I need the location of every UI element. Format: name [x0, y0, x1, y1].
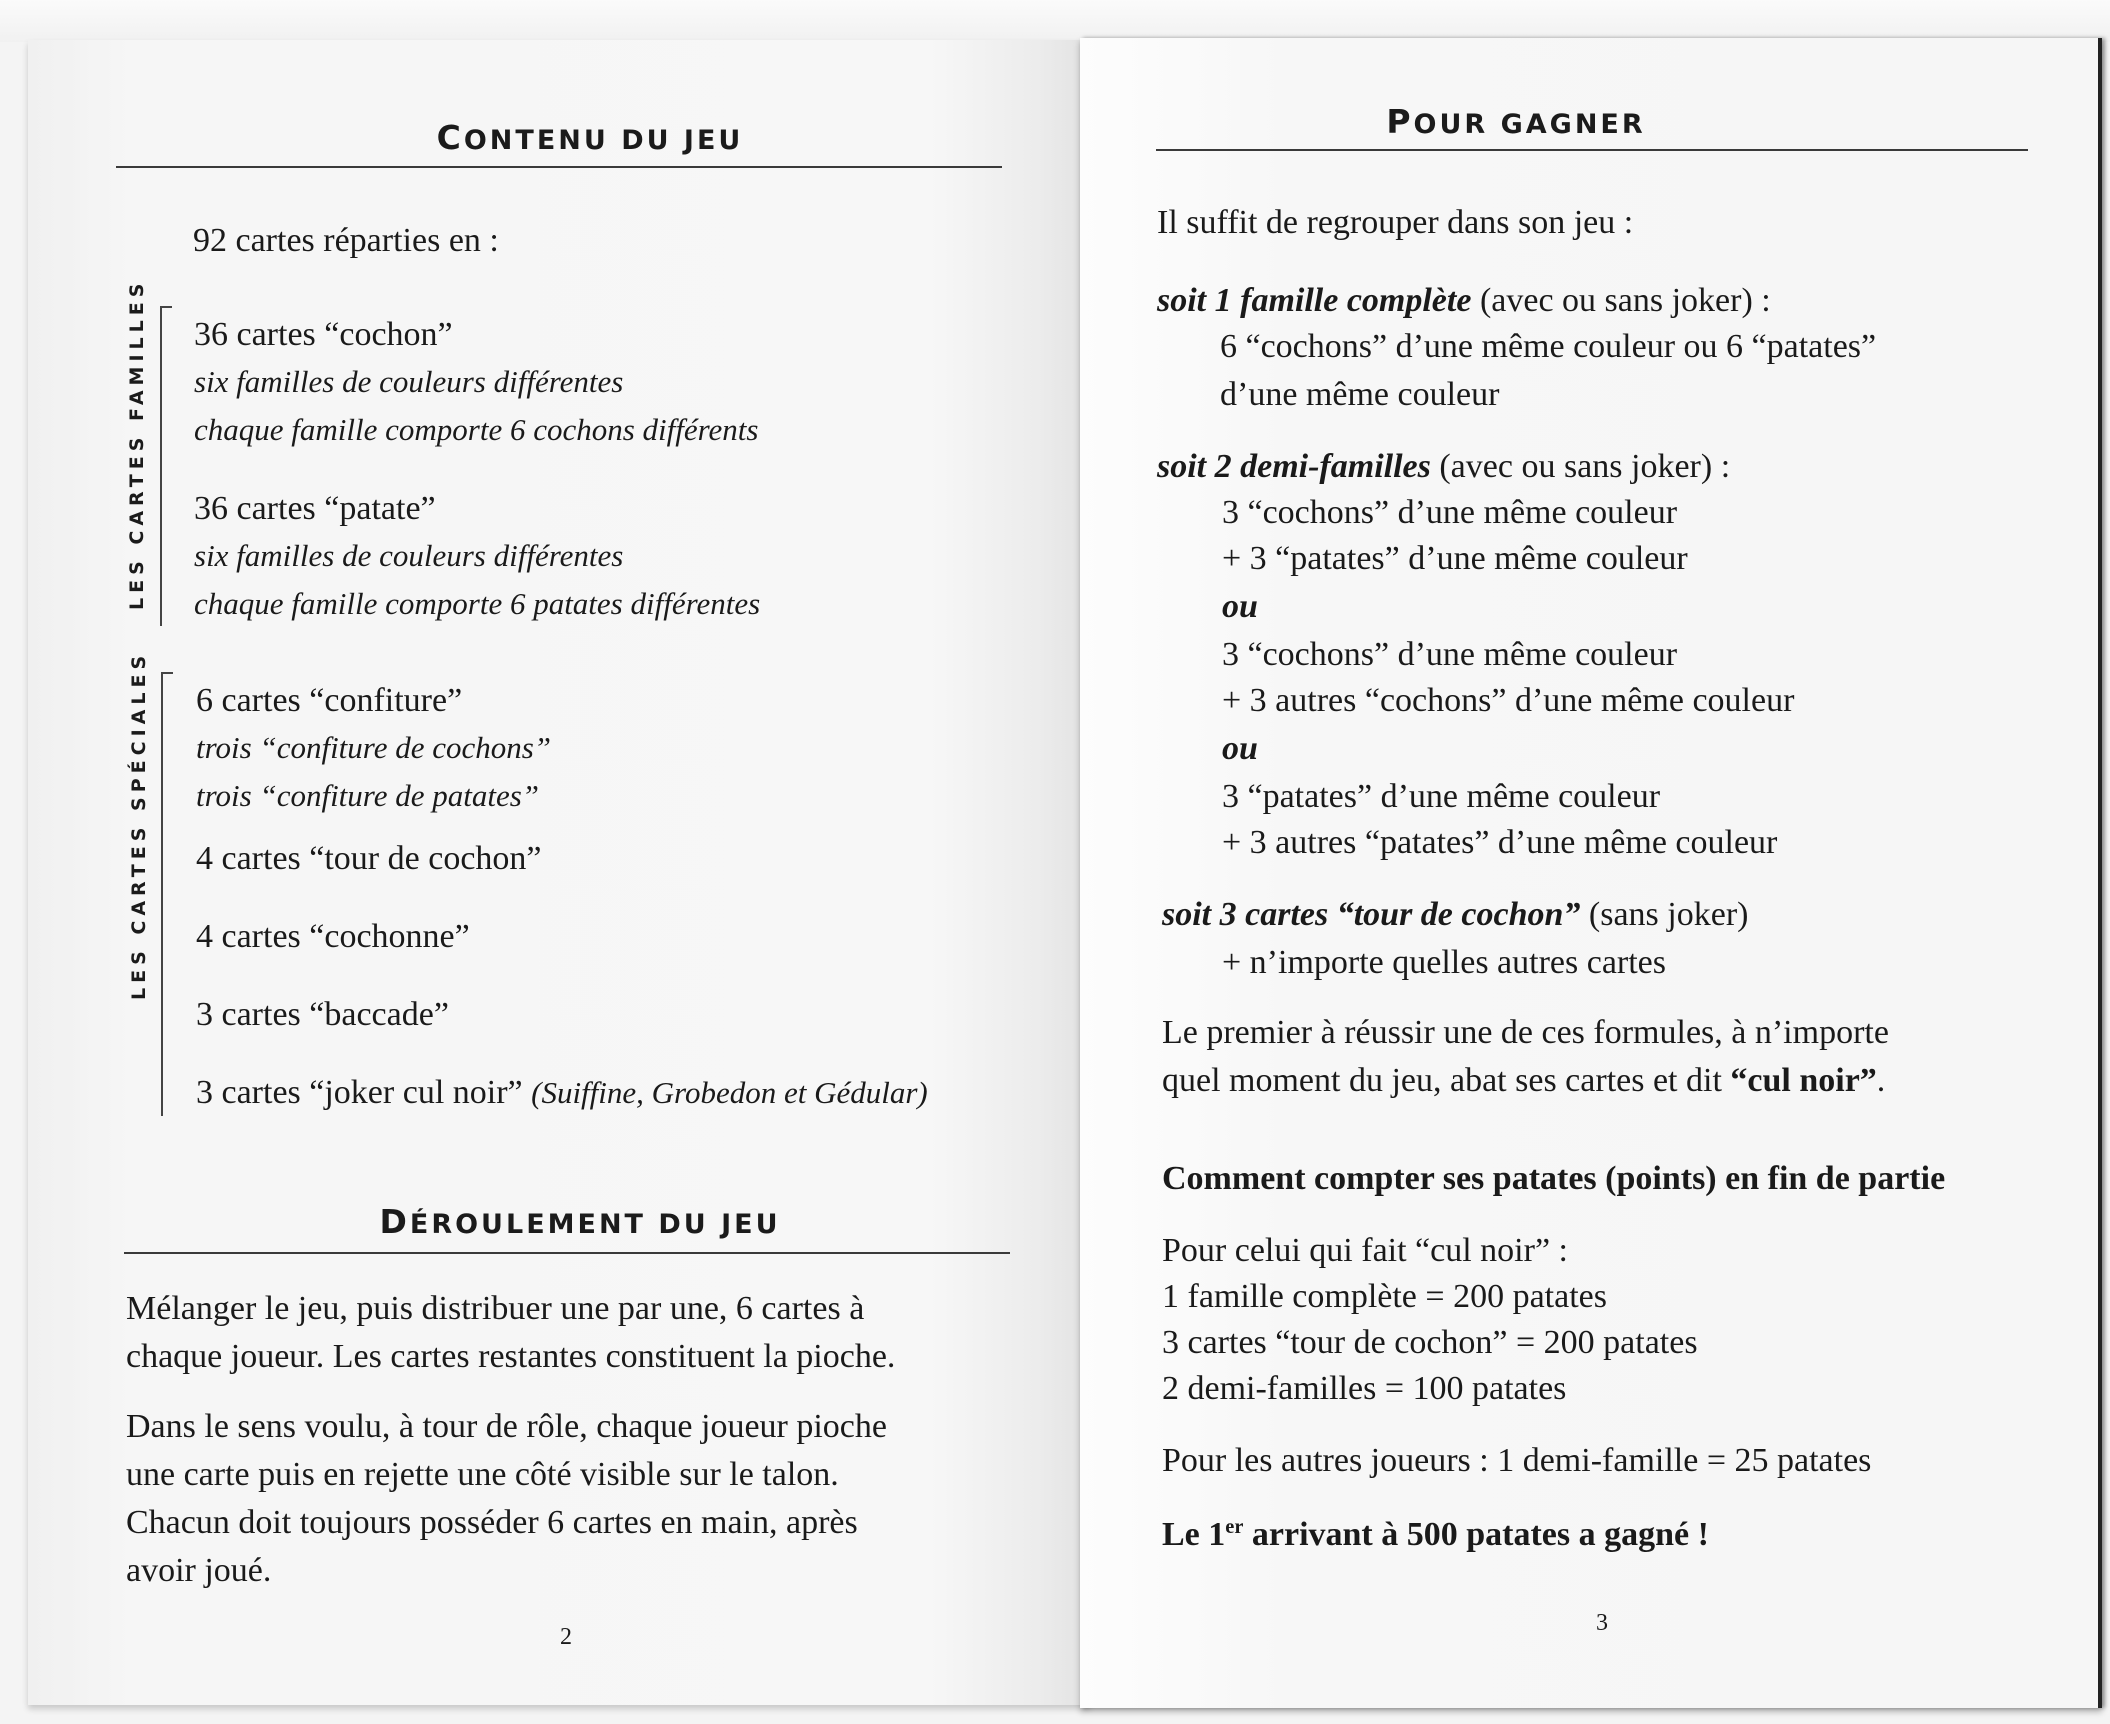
deroulement-p2-line2: une carte puis en rejette une côté visible sur le talon. [126, 1456, 839, 1493]
special-confiture: 6 cartes “confiture” [196, 682, 463, 719]
family-cochon-sub1: six familles de couleurs différentes [194, 364, 624, 399]
deroulement-p2-line1: Dans le sens voulu, à tour de rôle, chaque joueur pioche [126, 1408, 887, 1445]
scoring-row-2: 3 cartes “tour de cochon” = 200 patates [1162, 1324, 1698, 1361]
specials-side-label: LES CARTES SPÉCIALES [128, 650, 150, 1000]
family-cochon-sub2: chaque famille comporte 6 cochons différents [194, 412, 759, 447]
heading-rule [116, 166, 1002, 168]
option1-line2: d’une même couleur [1220, 376, 1500, 413]
heading-rule [124, 1252, 1010, 1254]
option2-line2: + 3 “patates” d’une même couleur [1222, 540, 1688, 577]
winner-line1: Le premier à réussir une de ces formules, à n’importe [1162, 1014, 1889, 1051]
option3-line1: + n’importe quelles autres cartes [1222, 944, 1667, 981]
scoring-others: Pour les autres joueurs : 1 demi-famille = 25 patates [1162, 1442, 1872, 1479]
final-win-condition: Le 1er arrivant à 500 patates a gagné ! [1162, 1515, 1709, 1553]
deroulement-p1-line1: Mélanger le jeu, puis distribuer une par une, 6 cartes à [126, 1290, 865, 1327]
special-baccade: 3 cartes “baccade” [196, 996, 449, 1033]
family-patate-sub2: chaque famille comporte 6 patates différentes [194, 586, 761, 621]
joker-names: (Suiffine, Grobedon et Gédular) [531, 1075, 928, 1110]
option2-line4: + 3 autres “cochons” d’une même couleur [1222, 682, 1795, 719]
option1-line1: 6 “cochons” d’une même couleur ou 6 “patates” [1220, 328, 1877, 365]
families-bracket [160, 306, 172, 626]
scoring-intro: Pour celui qui fait “cul noir” : [1162, 1232, 1568, 1269]
scoring-title: Comment compter ses patates (points) en fin de partie [1162, 1160, 1946, 1197]
intro-text: 92 cartes réparties en : [193, 222, 499, 259]
deroulement-p1-line2: chaque joueur. Les cartes restantes constituent la pioche. [126, 1338, 896, 1375]
winner-line2: quel moment du jeu, abat ses cartes et dit “cul noir”. [1162, 1062, 1886, 1099]
family-cochon: 36 cartes “cochon” [194, 316, 453, 353]
special-joker: 3 cartes “joker cul noir” (Suiffine, Grobedon et Gédular) [196, 1074, 928, 1111]
special-tour-de-cochon: 4 cartes “tour de cochon” [196, 840, 542, 877]
heading-rule [1156, 149, 2028, 151]
special-confiture-sub1: trois “confiture de cochons” [196, 730, 552, 765]
deroulement-p2-line3: Chacun doit toujours posséder 6 cartes en main, après [126, 1504, 858, 1541]
families-side-label: LES CARTES FAMILLES [126, 278, 148, 610]
option2-line1: 3 “cochons” d’une même couleur [1222, 494, 1678, 531]
cul-noir-call: “cul noir” [1730, 1062, 1877, 1099]
family-patate: 36 cartes “patate” [194, 490, 436, 527]
scoring-row-1: 1 famille complète = 200 patates [1162, 1278, 1607, 1315]
special-cochonne: 4 cartes “cochonne” [196, 918, 470, 955]
family-patate-sub1: six familles de couleurs différentes [194, 538, 624, 573]
page-number-right: 3 [1596, 1610, 1608, 1636]
option2-or1: ou [1222, 588, 1258, 625]
option2-or2: ou [1222, 730, 1258, 767]
option1-header: soit 1 famille complète (avec ou sans joker) : [1157, 282, 1771, 319]
specials-bracket [161, 672, 173, 1116]
scan-background [0, 0, 2110, 42]
heading-contenu-du-jeu: CONTENU DU JEU [436, 118, 744, 157]
special-confiture-sub2: trois “confiture de patates” [196, 778, 540, 813]
heading-pour-gagner: POUR GAGNER [1386, 102, 1646, 141]
scoring-row-3: 2 demi-familles = 100 patates [1162, 1370, 1567, 1407]
heading-deroulement-du-jeu: DÉROULEMENT DU JEU [379, 1202, 781, 1241]
page-number-left: 2 [560, 1624, 572, 1650]
win-intro: Il suffit de regrouper dans son jeu : [1157, 204, 1634, 241]
deroulement-p2-line4: avoir joué. [126, 1552, 272, 1589]
option2-header: soit 2 demi-familles (avec ou sans joker) : [1157, 448, 1731, 485]
option2-line5: 3 “patates” d’une même couleur [1222, 778, 1661, 815]
option2-line3: 3 “cochons” d’une même couleur [1222, 636, 1678, 673]
option3-header: soit 3 cartes “tour de cochon” (sans joker) [1162, 896, 1749, 933]
option2-line6: + 3 autres “patates” d’une même couleur [1222, 824, 1778, 861]
